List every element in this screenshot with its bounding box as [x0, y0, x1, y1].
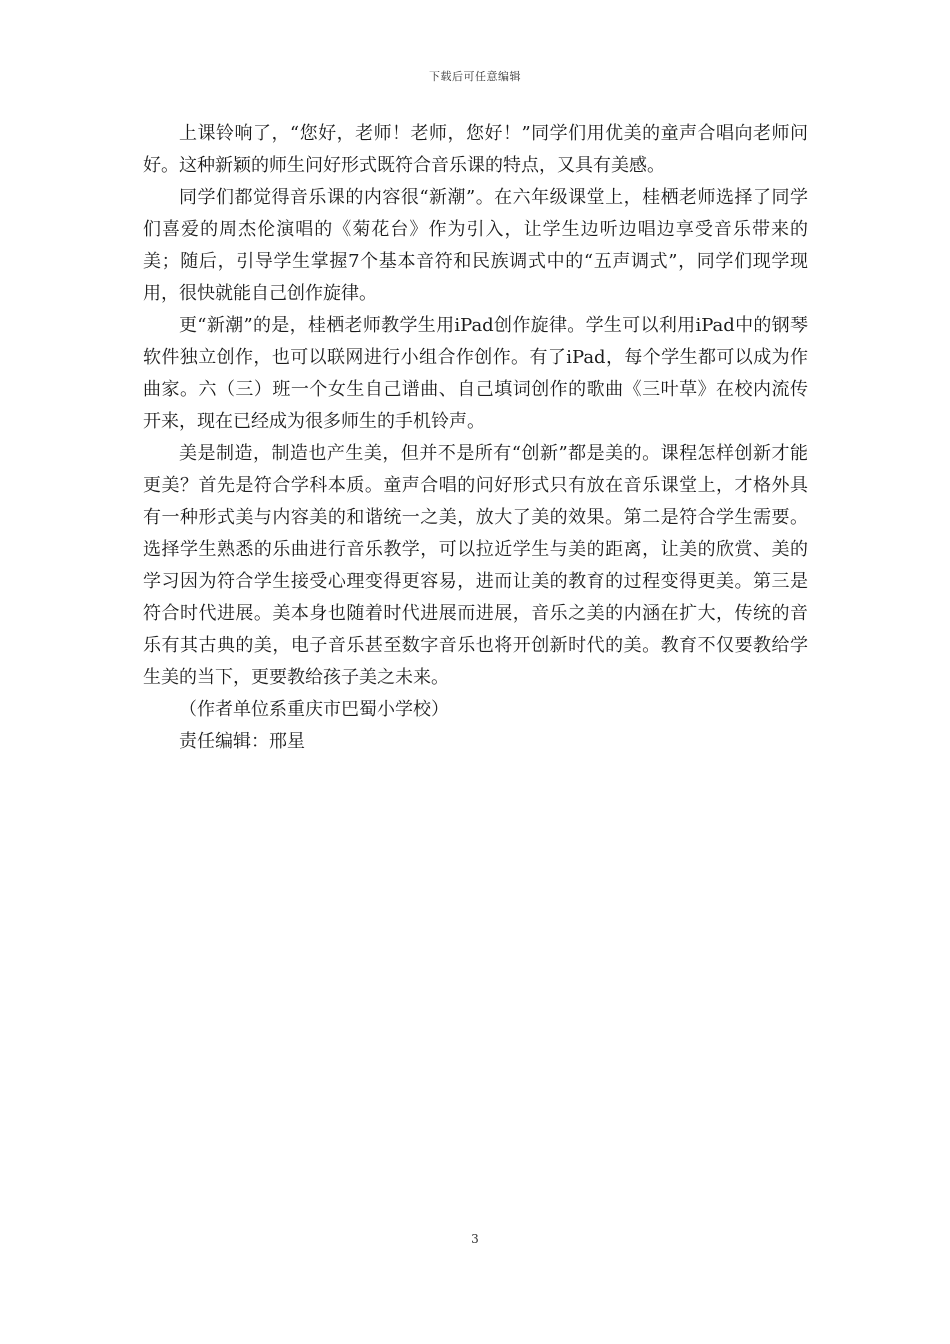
paragraph-reflection: 美是制造，制造也产生美，但并不是所有“创新”都是美的。课程怎样创新才能更美？首先是符合学科本质。童声合唱的问好形式只有放在音乐课堂上，才格外具有一种形式美与内容美的和谐统一之美，放大了美的效果。第二是符合学生需要。选择学生熟悉的乐曲进行音乐教学，可以拉近学生与美的距离，让美的欣赏、美的学习因为符合学生接受心理变得更容易，进而让美的教育的过程变得更美。第三是符合时代进展。美本身也随着时代进展而进展，音乐之美的内涵在扩大，传统的音乐有其古典的美，电子音乐甚至数字音乐也将开创新时代的美。教育不仅要教给学生美的当下，更要教给孩子美之未来。	[143, 443, 808, 688]
page-header-note: 下载后可任意编辑	[429, 70, 521, 83]
paragraph-greeting: 上课铃响了，“您好，老师！老师，您好！”同学们用优美的童声合唱向老师问好。这种新颖的师生问好形式既符合音乐课的特点，又具有美感。	[143, 123, 808, 176]
page-number: 3	[471, 1232, 479, 1246]
responsible-editor: 责任编辑：邢星	[179, 731, 305, 752]
author-affiliation: （作者单位系重庆市巴蜀小学校）	[179, 699, 449, 720]
paragraph-new-trend: 同学们都觉得音乐课的内容很“新潮”。在六年级课堂上，桂栖老师选择了同学们喜爱的周杰伦演唱的《菊花台》作为引入，让学生边听边唱边享受音乐带来的美；随后，引导学生掌握7个基本音符和民族调式中的“五声调式”，同学们现学现用，很快就能自己创作旋律。	[143, 187, 808, 304]
paragraph-ipad-creation: 更“新潮”的是，桂栖老师教学生用iPad创作旋律。学生可以利用iPad中的钢琴软件独立创作，也可以联网进行小组合作创作。有了iPad，每个学生都可以成为作曲家。六（三）班一个女生自己谱曲、自己填词创作的歌曲《三叶草》在校内流传开来，现在已经成为很多师生的手机铃声。	[143, 315, 808, 432]
article-body	[143, 118, 808, 758]
